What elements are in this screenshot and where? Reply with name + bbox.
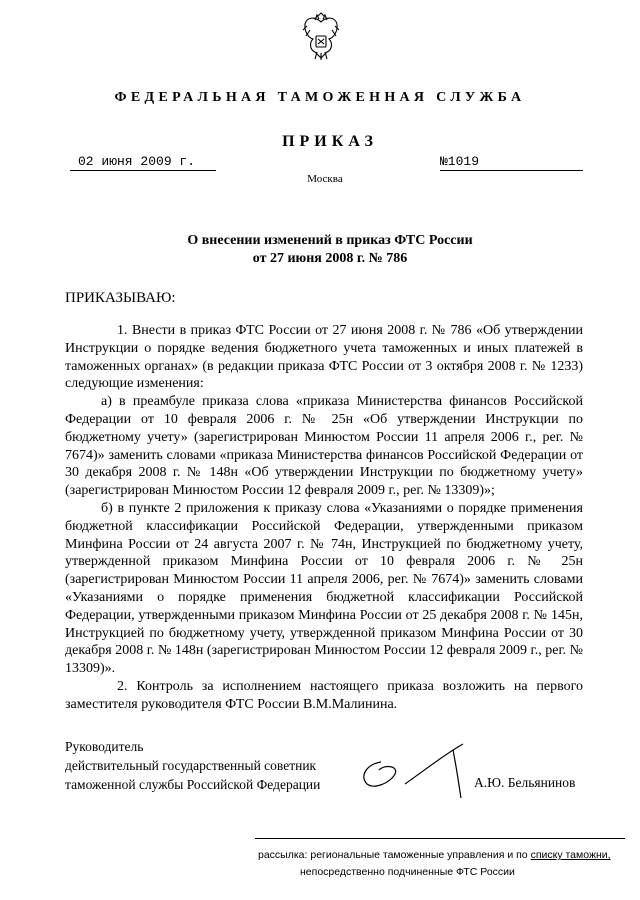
mailing-line-1 bbox=[258, 849, 611, 861]
paragraph-1a: а) в преамбуле приказа слова «приказа Министерства финансов Российской Федерации от 10 февраля 2006 г. № 25н «Об утверждении Инструкции по бюджетному учету» (зарегистрирован Минюстом России 11 апреля 2006 г., рег. № 7674)» заменить словами «приказа Министерства финансов Российской Федерации от 30 декабря 2008 г. № 148н «Об утверждении Инструкции по бюджетному учету» (зарегистрирован Минюстом России 12 февраля 2009 г., рег. № 13309)»; bbox=[65, 394, 583, 499]
signer-title bbox=[65, 737, 320, 794]
signer-line-3: таможенной службы Российской Федерации bbox=[65, 777, 321, 792]
document-type: ПРИКАЗ bbox=[282, 133, 378, 150]
signer-name: А.Ю. Бельянинов bbox=[474, 775, 576, 790]
mailing-divider bbox=[255, 838, 625, 839]
subject-line-2: от 27 июня 2008 г. № 786 bbox=[252, 251, 408, 266]
handwritten-signature bbox=[345, 740, 475, 800]
order-number: №1019 bbox=[440, 154, 583, 171]
city: Москва bbox=[307, 173, 343, 185]
paragraph-1: 1. Внести в приказ ФТС России от 27 июня 2008 г. № 786 «Об утверждении Инструкции о порядке ведения бюджетного учета таможенных и иных платежей в таможенных органах» (в редакции приказа ФТС России от 3 октября 2008 г. № 1233) следующие изменения: bbox=[65, 323, 583, 392]
paragraph-1b: б) в пункте 2 приложения к приказу слова «Указаниями о порядке применения бюджетной классификации Российской Федерации, утвержденными приказом Минфина России от 24 августа 2007 г. № 74н, Инструкцией по бюджетному учету, утвержденной приказом Минфина России от 10 февраля 2006 г. № 25н (зарегистрирован Минюстом России 11 апреля 2006, рег. № 7674)» заменить словами «Указаниями о порядке применения бюджетной классификации Российской Федерации, утвержденными приказом Минфина России от 25 декабря 2008 г. № 145н, Инструкцией по бюджетному учету, утвержденной приказом Минфина России от 30 декабря 2008 г. № 148н (зарегистрирован Минюстом России 12 февраля 2009 г., рег. № 13309)». bbox=[65, 500, 583, 677]
order-word: ПРИКАЗЫВАЮ: bbox=[65, 290, 176, 306]
signer-line-1: Руководитель bbox=[65, 739, 144, 754]
coat-of-arms-emblem bbox=[301, 12, 341, 62]
mailing-line-2: непосредственно подчиненные ФТС России bbox=[300, 866, 515, 878]
paragraph-2: 2. Контроль за исполнением настоящего приказа возложить на первого заместителя руководителя ФТС России В.М.Малинина. bbox=[65, 678, 583, 712]
order-date: 02 июня 2009 г. bbox=[70, 154, 216, 171]
order-subject bbox=[0, 232, 640, 268]
mailing-list-link[interactable]: списку таможни, bbox=[530, 849, 611, 861]
agency-name: ФЕДЕРАЛЬНАЯ ТАМОЖЕННАЯ СЛУЖБА bbox=[114, 90, 526, 105]
mailing-prefix: рассылка: региональные таможенные управления и по bbox=[258, 849, 531, 861]
signer-line-2: действительный государственный советник bbox=[65, 758, 317, 773]
subject-line-1: О внесении изменений в приказ ФТС России bbox=[187, 233, 473, 248]
order-body bbox=[65, 322, 583, 714]
